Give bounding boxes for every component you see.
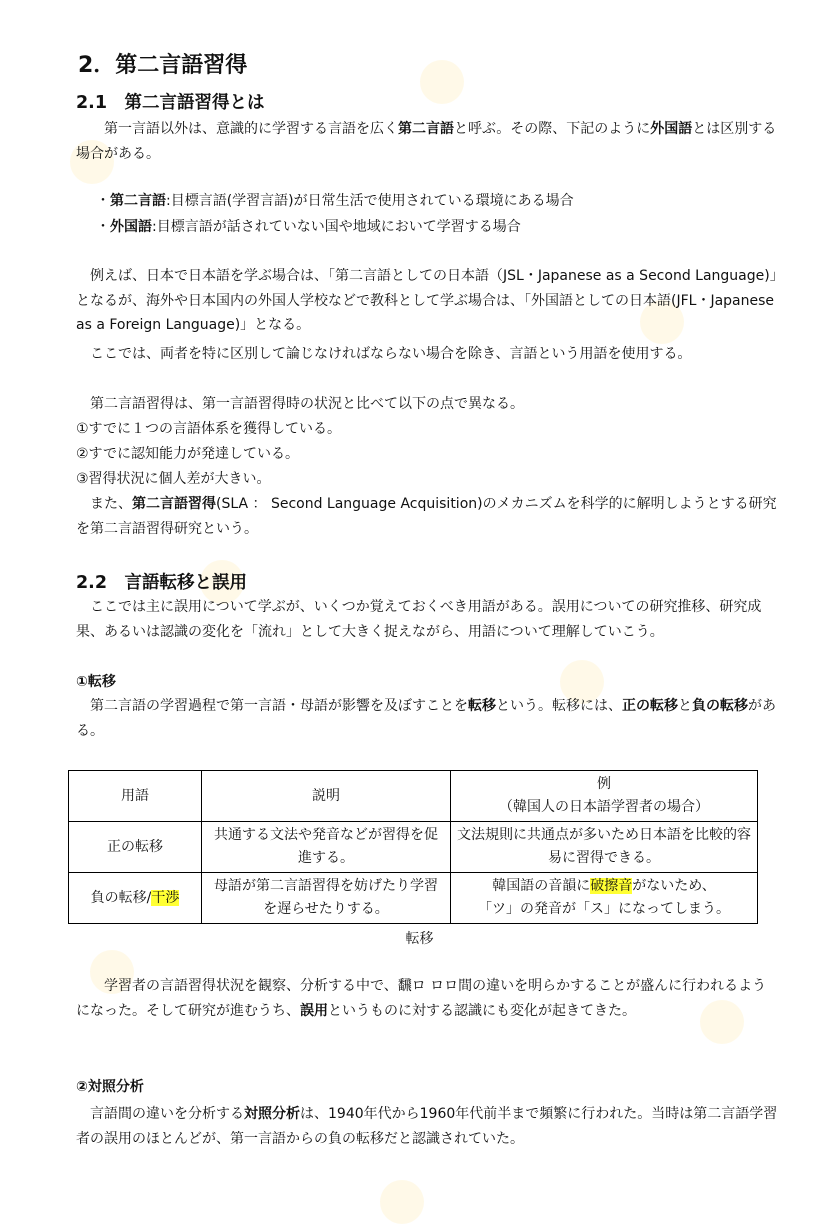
s22-transfer-paragraph: 第二言語の学習過程で第一言語・母語が影響を及ぼすことを転移という。転移には、正の転移と負の転移がある。 bbox=[76, 698, 776, 739]
table-row bbox=[69, 873, 758, 924]
transfer-table bbox=[68, 770, 758, 924]
bullet-item: ・第二言語:目標言語(学習言語)が日常生活で使用されている環境にある場合 bbox=[96, 193, 574, 209]
s21-paragraph-2: 例えば、日本で日本語を学ぶ場合は、「第二言語としての日本語（JSL・Japanese as a Second Language)」となるが、海外や日本国内の外国人学校などで教科として学ぶ場合は、「外国語としての日本語(JFL・Japanese as a Foreign Language)」となる。 bbox=[76, 268, 777, 333]
table-caption: 転移 bbox=[405, 931, 434, 947]
s22-contrastive-paragraph: 言語間の違いを分析する対照分析は、1940年代から1960年代前半まで頻繁に行われた。当時は第二言語学習者の誤用のほとんどが、第一言語からの負の転移だと認識されていた。 bbox=[76, 1106, 778, 1147]
subheading-contrastive-analysis: ②対照分析 bbox=[76, 1079, 144, 1095]
main-heading: 2．第二言語習得 bbox=[78, 53, 248, 78]
subheading-transfer: ①転移 bbox=[76, 674, 116, 690]
table-cell-term: 正の転移 bbox=[69, 822, 202, 873]
list-item: ①すでに１つの言語体系を獲得している。 bbox=[76, 421, 341, 437]
table-header-example: 例 （韓国人の日本語学習者の場合） bbox=[451, 771, 758, 822]
table-cell-example: 文法規則に共通点が多いため日本語を比較的容易に習得できる。 bbox=[451, 822, 758, 873]
list-item: ②すでに認知能力が発達している。 bbox=[76, 446, 299, 462]
watermark-dot bbox=[380, 1180, 424, 1224]
table-cell-description: 母語が第二言語習得を妨げたり学習を遅らせたりする。 bbox=[202, 873, 451, 924]
table-header-description: 説明 bbox=[202, 771, 451, 822]
table-cell-example: 韓国語の音韻に破擦音がないため、 「ツ」の発音が「ス」になってしまう。 bbox=[451, 873, 758, 924]
s21-paragraph-5: また、第二言語習得(SLA ： Second Language Acquisition)のメカニズムを科学的に解明しようとする研究を第二言語習得研究という。 bbox=[76, 496, 777, 537]
s21-paragraph-4: 第二言語習得は、第一言語習得時の状況と比べて以下の点で異なる。 bbox=[90, 396, 524, 412]
list-item: ③習得状況に個人差が大きい。 bbox=[76, 471, 271, 487]
section-heading-2-1: 2.1 第二言語習得とは bbox=[76, 93, 265, 113]
highlight: 破擦音 bbox=[590, 878, 633, 894]
s22-paragraph-2: 学習者の言語習得状況を観察、分析する中で、飜ロ ロロ間の違いを明らかすることが盛んに行われるようになった。そして研究が進むうち、誤用というものに対する認識にも変化が起きてきた。 bbox=[76, 978, 767, 1019]
s21-paragraph-1: 第一言語以外は、意識的に学習する言語を広く第二言語と呼ぶ。その際、下記のように外国語とは区別する場合がある。 bbox=[76, 121, 777, 162]
table-cell-description: 共通する文法や発音などが習得を促進する。 bbox=[202, 822, 451, 873]
section-heading-2-2: 2.2 言語転移と誤用 bbox=[76, 573, 248, 593]
s22-paragraph-1: ここでは主に誤用について学ぶが、いくつか覚えておくべき用語がある。誤用についての研究推移、研究成果、あるいは認識の変化を「流れ」として大きく捉えながら、用語について理解していこう。 bbox=[76, 599, 762, 640]
table-header-term: 用語 bbox=[69, 771, 202, 822]
table-row bbox=[69, 822, 758, 873]
bullet-item: ・外国語:目標言語が話されていない国や地域において学習する場合 bbox=[96, 219, 521, 235]
highlight: 干渉 bbox=[151, 889, 180, 906]
s21-paragraph-3: ここでは、両者を特に区別して論じなければならない場合を除き、言語という用語を使用する。 bbox=[90, 346, 692, 362]
table-cell-term: 負の転移/干渉 bbox=[69, 873, 202, 924]
watermark-dot bbox=[420, 60, 464, 104]
table-header-row bbox=[69, 771, 758, 822]
